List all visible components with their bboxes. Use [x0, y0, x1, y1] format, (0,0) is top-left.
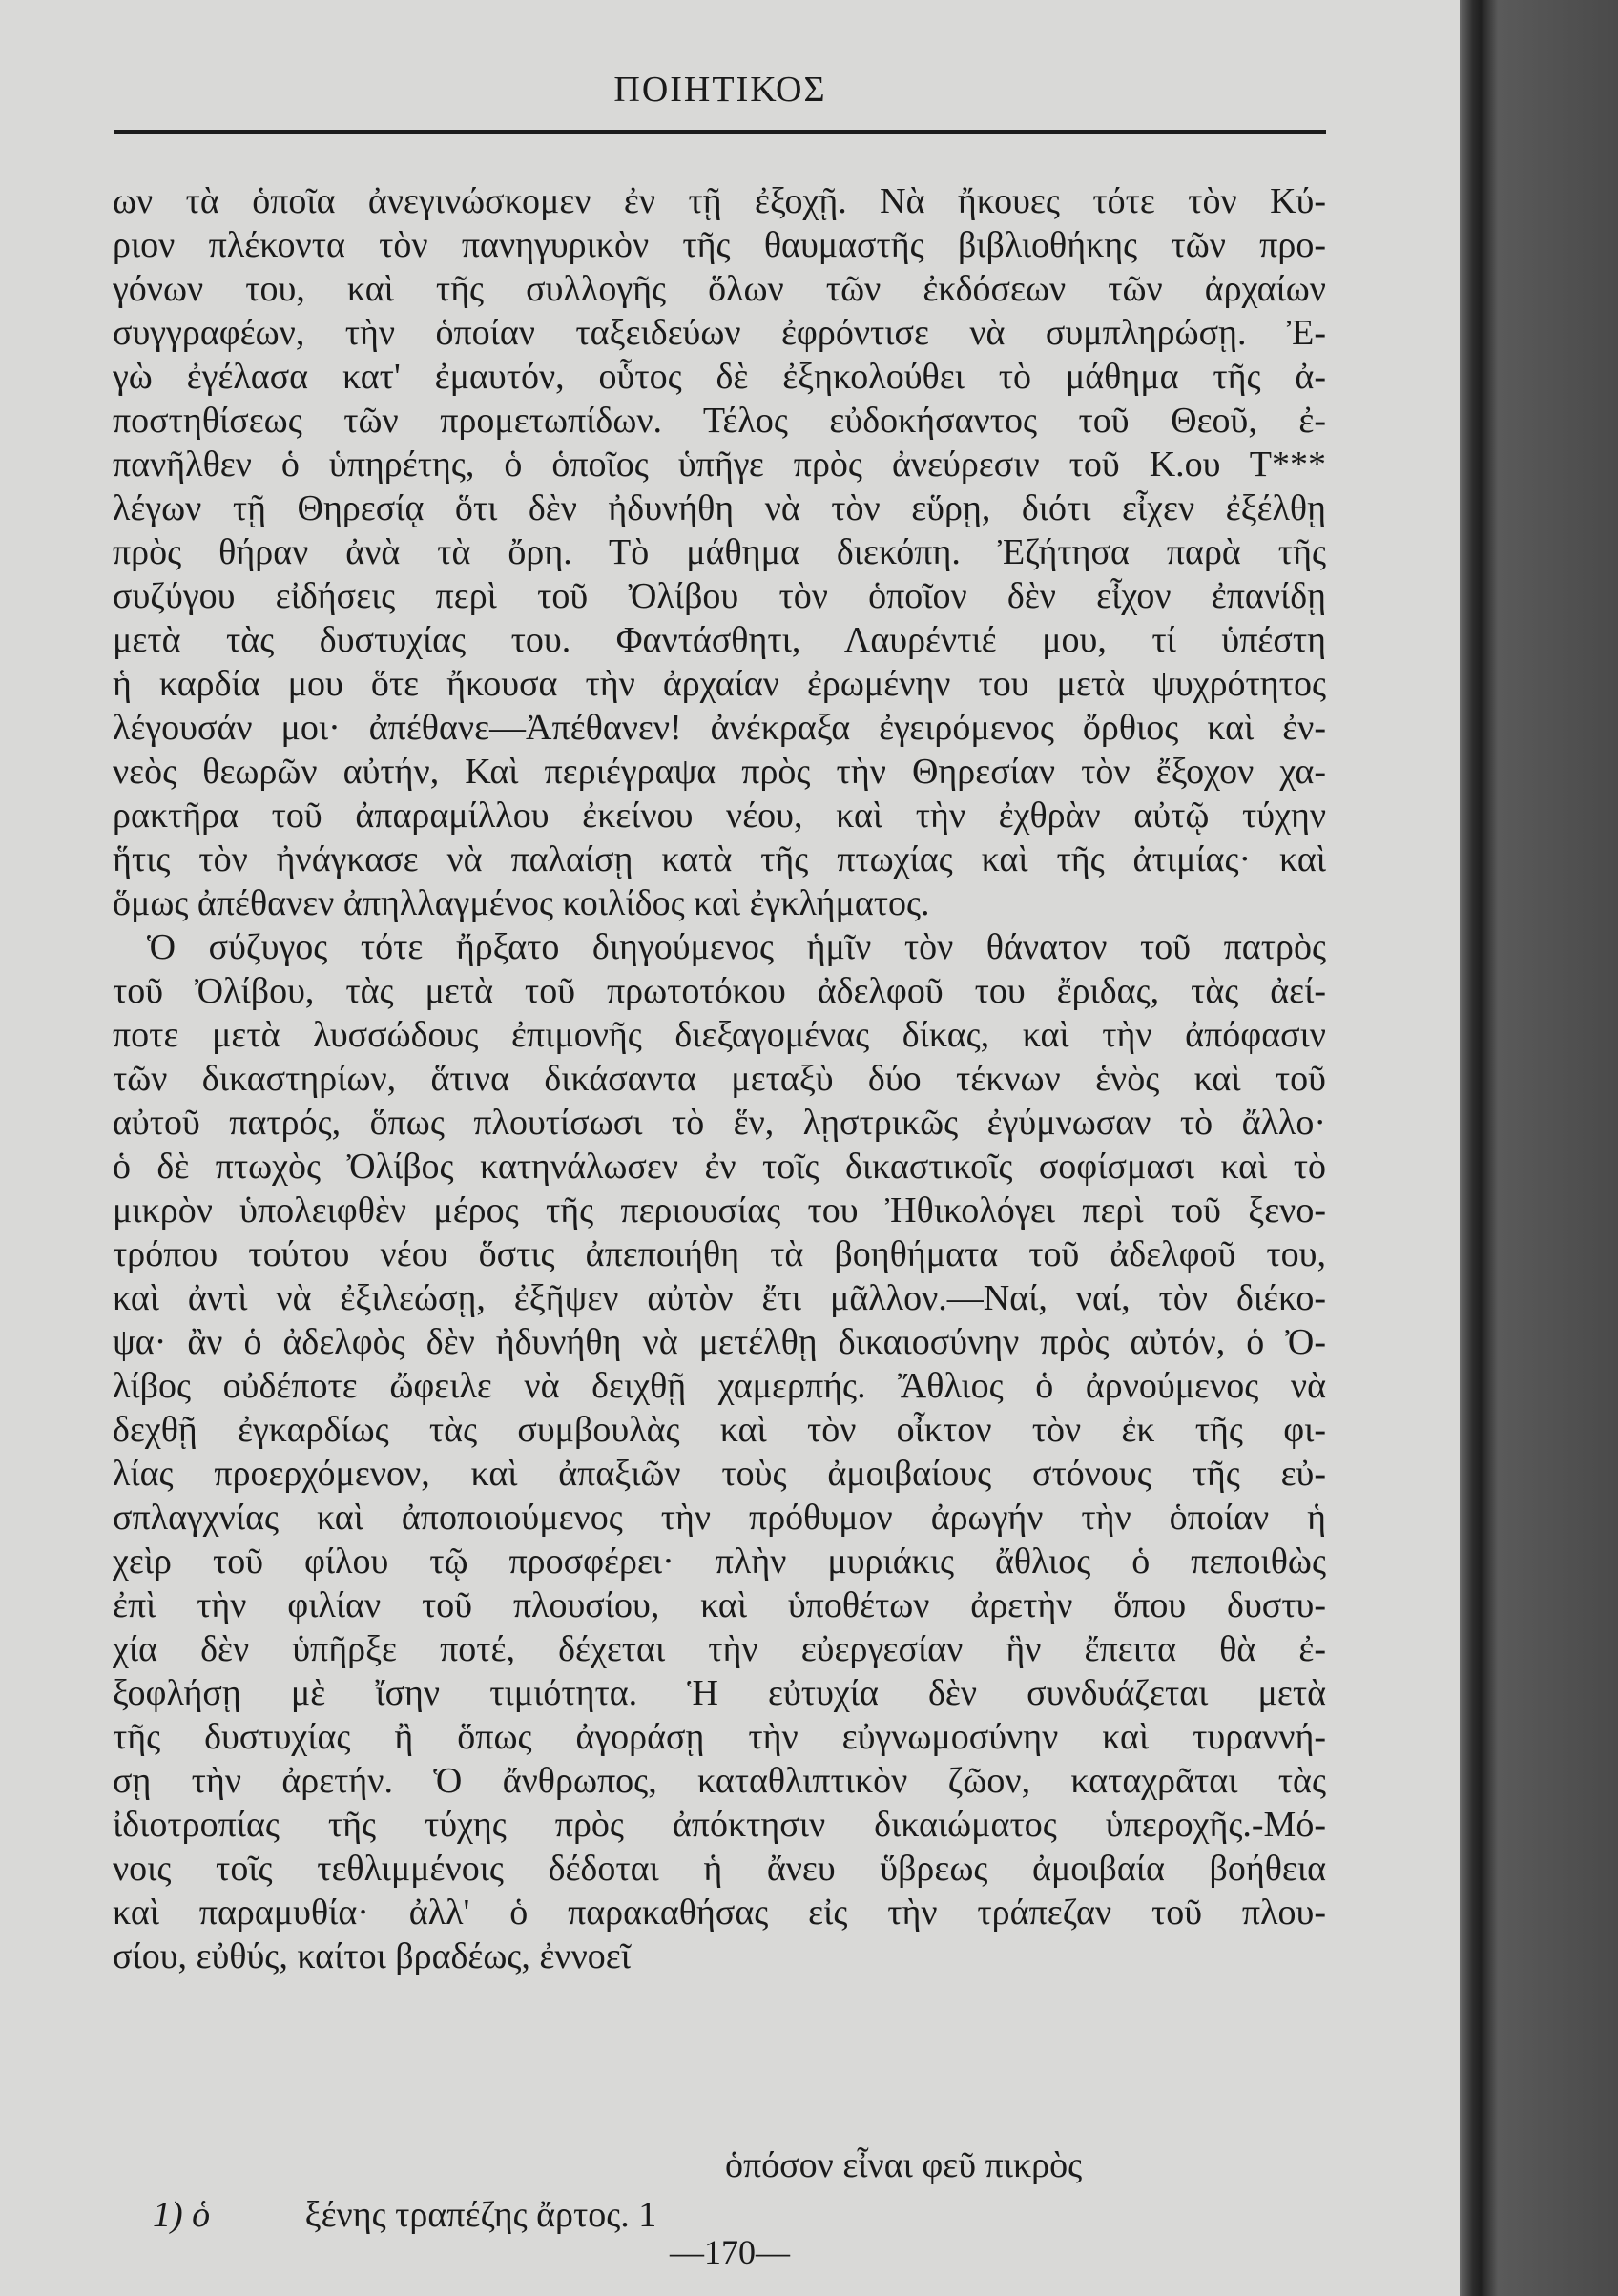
- text-line: ὅμως ἀπέθανεν ἀπηλλαγμένος κοιλίδος καὶ ἐγκλήματος.: [113, 883, 930, 923]
- text-line: πανῆλθεν ὁ ὑπηρέτης, ὁ ὁποῖος ὑπῆγε πρὸς ἀνεύρεσιν τοῦ Κ.ου Τ***: [113, 445, 1326, 485]
- page-number: —170—: [670, 2233, 790, 2271]
- footnote-mark: 1) ὁ: [153, 2195, 211, 2235]
- text-line: ὁ δὲ πτωχὸς Ὀλίβος κατηνάλωσεν ἐν τοῖς δικαστικοῖς σοφίσμασι καὶ τὸ: [113, 1147, 1326, 1187]
- text-line: ποτε μετὰ λυσσώδους ἐπιμονῆς διεξαγομένας δίκας, καὶ τὴν ἀπόφασιν: [113, 1015, 1326, 1055]
- text-line: λέγων τῇ Θηρεσίᾳ ὅτι δὲν ἠδυνήθη νὰ τὸν εὕρῃ, διότι εἶχεν ἐξέλθῃ: [113, 488, 1326, 528]
- text-line: ἡ καρδία μου ὅτε ἤκουσα τὴν ἀρχαίαν ἐρωμένην του μετὰ ψυχρότητος: [113, 664, 1326, 704]
- text-line: τοῦ Ὀλίβου, τὰς μετὰ τοῦ πρωτοτόκου ἀδελφοῦ του ἔριδας, τὰς ἀεί-: [113, 971, 1326, 1011]
- text-line: χία δὲν ὑπῆρξε ποτέ, δέχεται τὴν εὐεργεσίαν ἣν ἔπειτα θὰ ἐ-: [113, 1629, 1326, 1669]
- footnote-continuation: ὁπόσον εἶναι φεῦ πικρὸς: [725, 2145, 1083, 2185]
- text-line: ξοφλήσῃ μὲ ἴσην τιμιότητα. Ἡ εὐτυχία δὲν συνδυάζεται μετὰ: [113, 1673, 1326, 1713]
- text-line: γόνων του, καὶ τῆς συλλογῆς ὅλων τῶν ἐκδόσεων τῶν ἀρχαίων: [113, 269, 1326, 309]
- text-line: ψα· ἂν ὁ ἀδελφὸς δὲν ἠδυνήθη νὰ μετέλθῃ δικαιοσύνην πρὸς αὐτόν, ὁ Ὀ-: [113, 1322, 1326, 1362]
- text-line: καὶ παραμυθία· ἀλλ' ὁ παρακαθήσας εἰς τὴν τράπεζαν τοῦ πλου-: [113, 1893, 1326, 1933]
- text-line: συγγραφέων, τὴν ὁποίαν ταξειδεύων ἐφρόντισε νὰ συμπληρώσῃ. Ἐ-: [113, 313, 1326, 353]
- text-line: σπλαγχνίας καὶ ἀποποιούμενος τὴν πρόθυμον ἀρωγήν τὴν ὁποίαν ἡ: [113, 1498, 1326, 1538]
- text-line: σῃ τὴν ἀρετήν. Ὁ ἄνθρωπος, καταθλιπτικὸν ζῶον, καταχρᾶται τὰς: [113, 1761, 1326, 1801]
- text-line: λέγουσάν μοι· ἀπέθανε—Ἀπέθανεν! ἀνέκραξα ἐγειρόμενος ὄρθιος καὶ ἐν-: [113, 708, 1326, 748]
- text-line: λίας προερχόμενον, καὶ ἀπαξιῶν τοὺς ἀμοιβαίους στόνους τῆς εὐ-: [113, 1454, 1326, 1494]
- text-line: ριον πλέκοντα τὸν πανηγυρικὸν τῆς θαυμαστῆς βιβλιοθήκης τῶν προ-: [113, 225, 1326, 265]
- text-line: πρὸς θήραν ἀνὰ τὰ ὄρη. Τὸ μάθημα διεκόπη. Ἐζήτησα παρὰ τῆς: [113, 532, 1326, 572]
- footnote-text: ξένης τραπέζης ἄρτος. 1: [304, 2195, 657, 2235]
- text-line: συζύγου εἰδήσεις περὶ τοῦ Ὀλίβου τὸν ὁποῖον δὲν εἶχον ἐπανίδῃ: [113, 576, 1326, 616]
- text-line: τῶν δικαστηρίων, ἅτινα δικάσαντα μεταξὺ δύο τέκνων ἑνὸς καὶ τοῦ: [113, 1059, 1326, 1099]
- text-line: γὼ ἐγέλασα κατ' ἐμαυτόν, οὗτος δὲ ἐξηκολούθει τὸ μάθημα τῆς ἀ-: [113, 357, 1326, 397]
- text-line: Ὁ σύζυγος τότε ἤρξατο διηγούμενος ἡμῖν τὸν θάνατον τοῦ πατρὸς: [147, 927, 1326, 967]
- text-line: μετὰ τὰς δυστυχίας του. Φαντάσθητι, Λαυρέντιέ μου, τί ὑπέστη: [113, 620, 1326, 660]
- text-line: ποστηθίσεως τῶν προμετωπίδων. Τέλος εὐδοκήσαντος τοῦ Θεοῦ, ἐ-: [113, 401, 1326, 441]
- header-rule: [114, 130, 1326, 134]
- body-text: [113, 179, 1326, 1978]
- text-line: τρόπου τούτου νέου ὅστις ἀπεποιήθη τὰ βοηθήματα τοῦ ἀδελφοῦ του,: [113, 1234, 1326, 1274]
- text-line: αὐτοῦ πατρός, ὅπως πλουτίσωσι τὸ ἕν, λῃστρικῶς ἐγύμνωσαν τὸ ἄλλο·: [113, 1103, 1326, 1143]
- text-line: ἰδιοτροπίας τῆς τύχης πρὸς ἀπόκτησιν δικαιώματος ὑπεροχῆς.-Μό-: [113, 1805, 1326, 1845]
- text-line: μικρὸν ὑπολειφθὲν μέρος τῆς περιουσίας του Ἠθικολόγει περὶ τοῦ ξενο-: [113, 1190, 1326, 1231]
- text-line: χεὶρ τοῦ φίλου τῷ προσφέρει· πλὴν μυριάκις ἄθλιος ὁ πεποιθὼς: [113, 1541, 1326, 1582]
- text-line: σίου, εὐθύς, καίτοι βραδέως, ἐννοεῖ: [113, 1936, 631, 1976]
- running-header: ΠΟΙΗΤΙΚΟΣ: [613, 70, 827, 110]
- text-line: νεὸς θεωρῶν αὐτήν, Καὶ περιέγραψα πρὸς τὴν Θηρεσίαν τὸν ἔξοχον χα-: [113, 752, 1326, 792]
- text-line: καὶ ἀντὶ νὰ ἐξιλεώσῃ, ἐξῆψεν αὐτὸν ἔτι μᾶλλον.—Ναί, ναί, τὸν διέκο-: [113, 1278, 1326, 1318]
- footnote: [153, 2194, 656, 2236]
- text-line: τῆς δυστυχίας ἢ ὅπως ἀγοράσῃ τὴν εὐγνωμοσύνην καὶ τυραννή-: [113, 1717, 1326, 1757]
- text-line: ων τὰ ὁποῖα ἀνεγινώσκομεν ἐν τῇ ἐξοχῇ. Νὰ ἤκουες τότε τὸν Κύ-: [113, 181, 1326, 221]
- text-line: δεχθῇ ἐγκαρδίως τὰς συμβουλὰς καὶ τὸν οἶκτον τὸν ἐκ τῆς φι-: [113, 1410, 1326, 1450]
- text-line: ρακτῆρα τοῦ ἀπαραμίλλου ἐκείνου νέου, καὶ τὴν ἐχθρὰν αὐτῷ τύχην: [113, 796, 1326, 836]
- text-line: ἐπὶ τὴν φιλίαν τοῦ πλουσίου, καὶ ὑποθέτων ἀρετὴν ὅπου δυστυ-: [113, 1585, 1326, 1625]
- text-line: λίβος οὐδέποτε ὤφειλε νὰ δειχθῇ χαμερπής. Ἄθλιος ὁ ἀρνούμενος νὰ: [113, 1366, 1326, 1406]
- text-line: ἥτις τὸν ἠνάγκασε νὰ παλαίσῃ κατὰ τῆς πτωχίας καὶ τῆς ἀτιμίας· καὶ: [113, 839, 1326, 879]
- text-line: νοις τοῖς τεθλιμμένοις δέδοται ἡ ἄνευ ὕβρεως ἀμοιβαία βοήθεια: [113, 1849, 1326, 1889]
- book-gutter: [1460, 0, 1618, 2296]
